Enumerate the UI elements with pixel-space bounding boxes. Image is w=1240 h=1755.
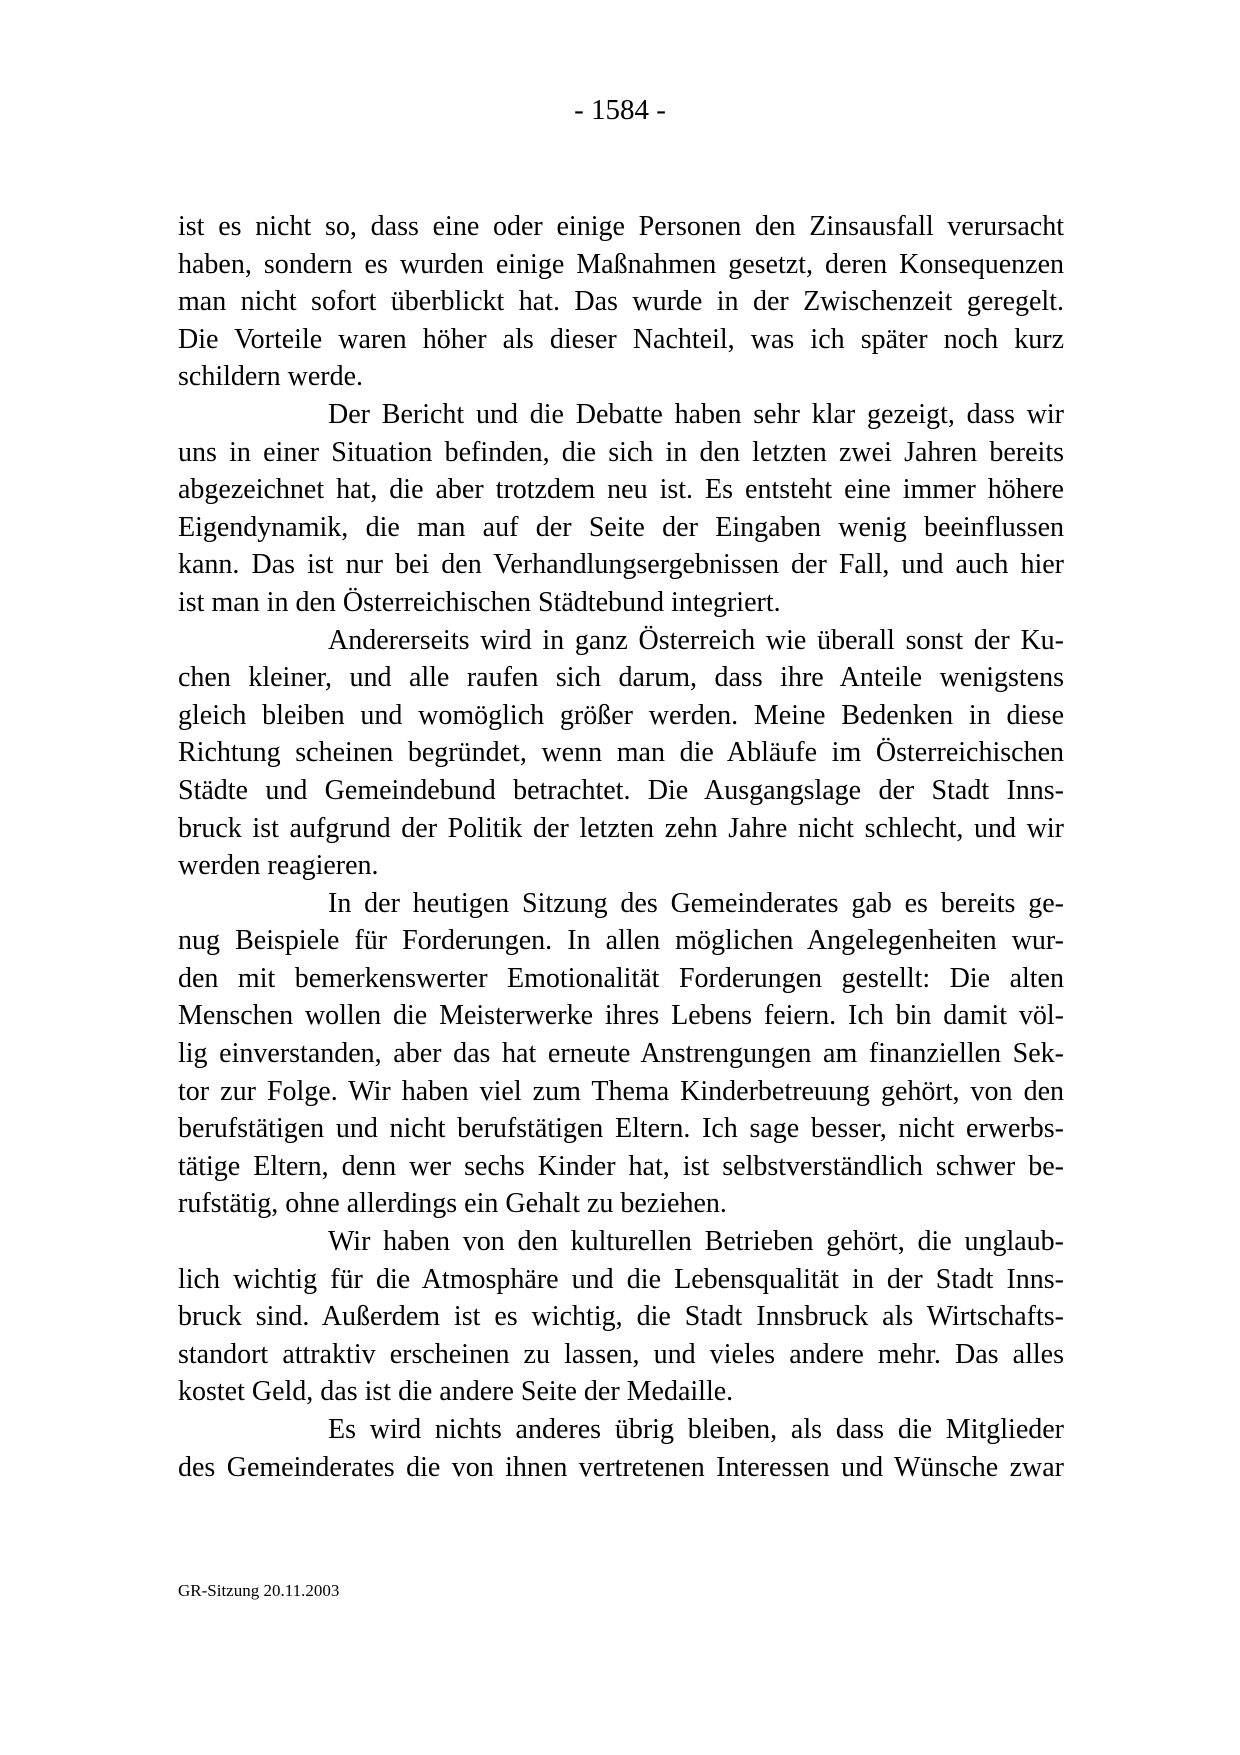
text-line: kann. Das ist nur bei den Verhandlungsergebnissen der Fall, und auch hier (178, 549, 1064, 581)
text-line: werden reagieren. (178, 850, 379, 882)
text-line: In der heutigen Sitzung des Gemeinderates gab es bereits ge- (328, 887, 1064, 919)
text-line: Städte und Gemeindebund betrachtet. Die Ausgangslage der Stadt Inns- (178, 774, 1064, 806)
text-line: Die Vorteile waren höher als dieser Nachteil, was ich später noch kurz (178, 323, 1064, 355)
text-line: uns in einer Situation befinden, die sich in den letzten zwei Jahren bereits (178, 436, 1064, 468)
paragraph (178, 396, 1064, 622)
text-line: schildern werde. (178, 361, 364, 393)
paragraph (178, 885, 1064, 1223)
paragraph (178, 622, 1064, 885)
text-line: nug Beispiele für Forderungen. In allen möglichen Angelegenheiten wur- (178, 925, 1064, 957)
paragraph (178, 1411, 1064, 1486)
text-line: bruck ist aufgrund der Politik der letzten zehn Jahre nicht schlecht, und wir (178, 812, 1064, 844)
text-line: den mit bemerkenswerter Emotionalität Forderungen gestellt: Die alten (178, 962, 1064, 994)
text-line: lich wichtig für die Atmosphäre und die Lebensqualität in der Stadt Inns- (178, 1263, 1064, 1295)
text-line: kostet Geld, das ist die andere Seite der Medaille. (178, 1376, 734, 1408)
paragraph (178, 1223, 1064, 1411)
body-text (178, 208, 1064, 1486)
page-number: - 1584 - (574, 94, 666, 126)
text-line: ist es nicht so, dass eine oder einige Personen den Zinsausfall verursacht (178, 211, 1064, 242)
text-line: des Gemeinderates die von ihnen vertretenen Interessen und Wünsche zwar (178, 1451, 1064, 1483)
text-line: haben, sondern es wurden einige Maßnahmen gesetzt, deren Konsequenzen (178, 248, 1064, 280)
footer-session-date: GR-Sitzung 20.11.2003 (178, 1581, 340, 1600)
text-line: abgezeichnet hat, die aber trotzdem neu ist. Es entsteht eine immer höhere (178, 474, 1064, 506)
text-line: standort attraktiv erscheinen zu lassen, und vieles andere mehr. Das alles (178, 1338, 1064, 1370)
text-line: berufstätigen und nicht berufstätigen Eltern. Ich sage besser, nicht erwerbs- (178, 1113, 1064, 1145)
text-line: Es wird nichts anderes übrig bleiben, als dass die Mitglieder (328, 1414, 1064, 1445)
paragraph (178, 208, 1064, 396)
text-line: rufstätig, ohne allerdings ein Gehalt zu beziehen. (178, 1188, 727, 1220)
text-line: bruck sind. Außerdem ist es wichtig, die Stadt Innsbruck als Wirtschafts- (178, 1301, 1064, 1333)
text-line: chen kleiner, und alle raufen sich darum, dass ihre Anteile wenigstens (178, 662, 1064, 694)
text-line: lig einverstanden, aber das hat erneute Anstrengungen am finanziellen Sek- (178, 1038, 1064, 1070)
text-line: Wir haben von den kulturellen Betrieben gehört, die unglaub- (328, 1226, 1064, 1258)
text-line: tor zur Folge. Wir haben viel zum Thema Kinderbetreuung gehört, von den (178, 1075, 1064, 1107)
text-line: ist man in den Österreichischen Städtebund integriert. (178, 586, 781, 618)
text-line: man nicht sofort überblickt hat. Das wurde in der Zwischenzeit geregelt. (178, 286, 1064, 318)
text-line: Menschen wollen die Meisterwerke ihres Lebens feiern. Ich bin damit völ- (178, 1000, 1064, 1032)
text-line: gleich bleiben und womöglich größer werden. Meine Bedenken in diese (178, 699, 1064, 731)
text-line: Eigendynamik, die man auf der Seite der Eingaben wenig beeinflussen (178, 511, 1064, 543)
text-line: Richtung scheinen begründet, wenn man die Abläufe im Österreichischen (178, 737, 1064, 769)
text-line: Der Bericht und die Debatte haben sehr klar gezeigt, dass wir (328, 398, 1064, 430)
text-line: Andererseits wird in ganz Österreich wie überall sonst der Ku- (328, 624, 1064, 656)
text-line: tätige Eltern, denn wer sechs Kinder hat, ist selbstverständlich schwer be- (178, 1150, 1064, 1182)
